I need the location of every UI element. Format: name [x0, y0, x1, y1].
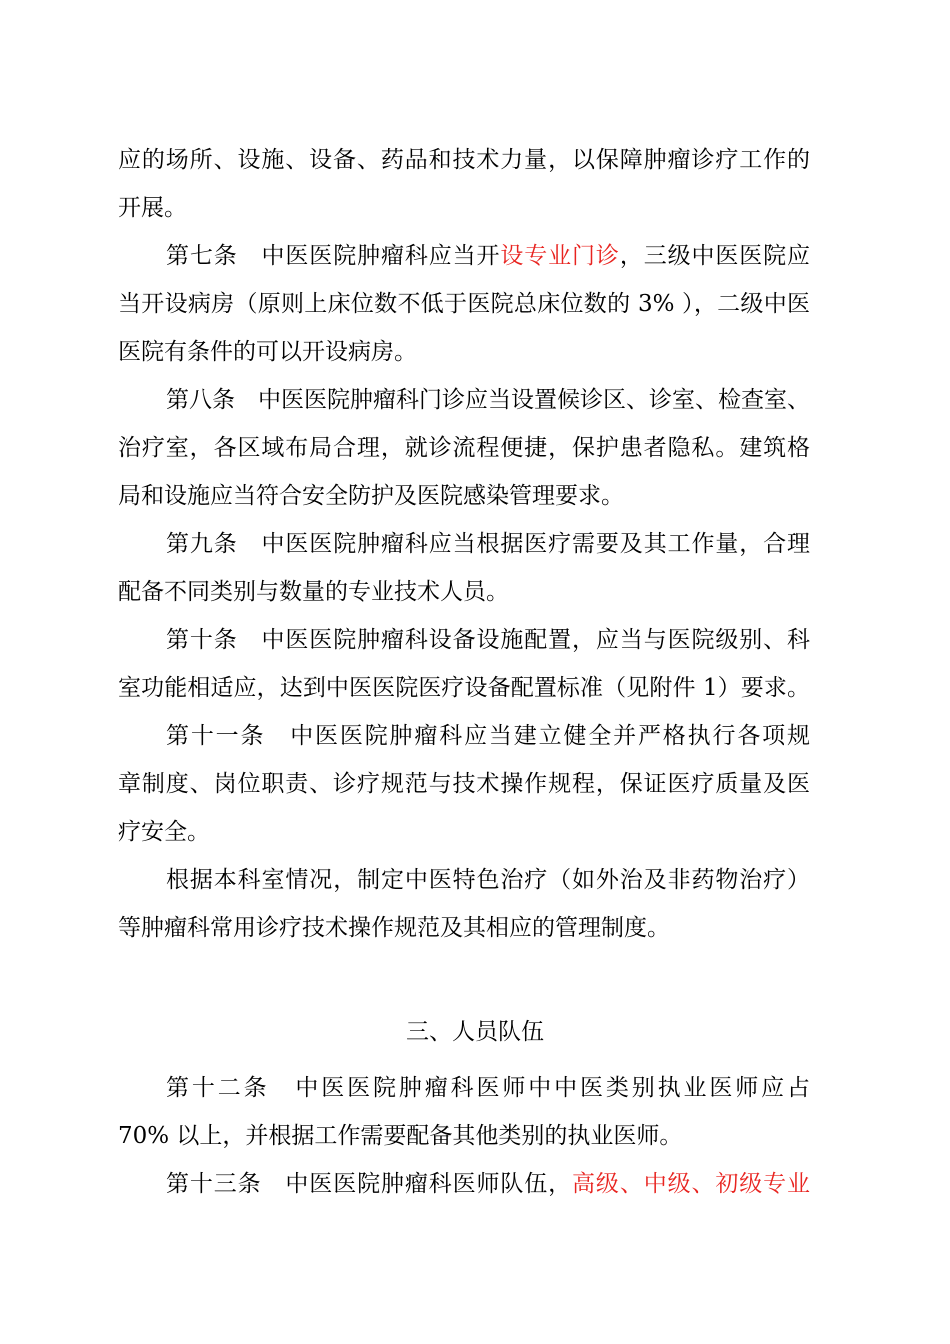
para-extra-line-2: 等肿瘤科常用诊疗技术操作规范及其相应的管理制度。 [118, 915, 670, 941]
article-7-line-3: 医院有条件的可以开设病房。 [118, 339, 417, 365]
article-9-line-1: 第九条 中医医院肿瘤科应当根据医疗需要及其工作量，合理 [166, 531, 810, 557]
article-12-line-2: 70% 以上，并根据工作需要配备其他类别的执业医师。 [118, 1123, 683, 1149]
para-continued-line-2: 开展。 [118, 195, 187, 221]
article-7-line-1: 第七条 中医医院肿瘤科应当开设专业门诊，三级中医医院应 [166, 243, 811, 269]
article-11-line-1: 第十一条 中医医院肿瘤科应当建立健全并严格执行各项规 [166, 723, 810, 749]
article-12-line-1: 第十二条 中医医院肿瘤科医师中中医类别执业医师应占 [166, 1075, 810, 1101]
article-11-line-2: 章制度、岗位职责、诊疗规范与技术操作规程，保证医疗质量及医 [118, 771, 810, 797]
section-heading: 三、人员队伍 [406, 1019, 544, 1045]
article-11-line-3: 疗安全。 [118, 819, 210, 845]
article-9-line-2: 配备不同类别与数量的专业技术人员。 [118, 579, 509, 605]
para-continued-line-1: 应的场所、设施、设备、药品和技术力量，以保障肿瘤诊疗工作的 [118, 147, 810, 173]
article-13-line-1: 第十三条 中医医院肿瘤科医师队伍，高级、中级、初级专业 [166, 1171, 811, 1197]
para-extra-line-1: 根据本科室情况，制定中医特色治疗（如外治及非药物治疗） [166, 867, 810, 893]
article-10-line-2: 室功能相适应，达到中医医院医疗设备配置标准（见附件 1）要求。 [118, 675, 810, 701]
highlight-text: 设专业门诊 [500, 243, 620, 269]
article-8-line-2: 治疗室，各区域布局合理，就诊流程便捷，保护患者隐私。建筑格 [118, 435, 810, 461]
highlight-text: 高级、中级、初级专业 [572, 1171, 811, 1197]
article-8-line-1: 第八条 中医医院肿瘤科门诊应当设置候诊区、诊室、检查室、 [166, 387, 810, 413]
article-10-line-1: 第十条 中医医院肿瘤科设备设施配置，应当与医院级别、科 [166, 627, 810, 653]
article-7-line-2: 当开设病房（原则上床位数不低于医院总床位数的 3% ），二级中医 [118, 291, 810, 317]
article-8-line-3: 局和设施应当符合安全防护及医院感染管理要求。 [118, 483, 624, 509]
